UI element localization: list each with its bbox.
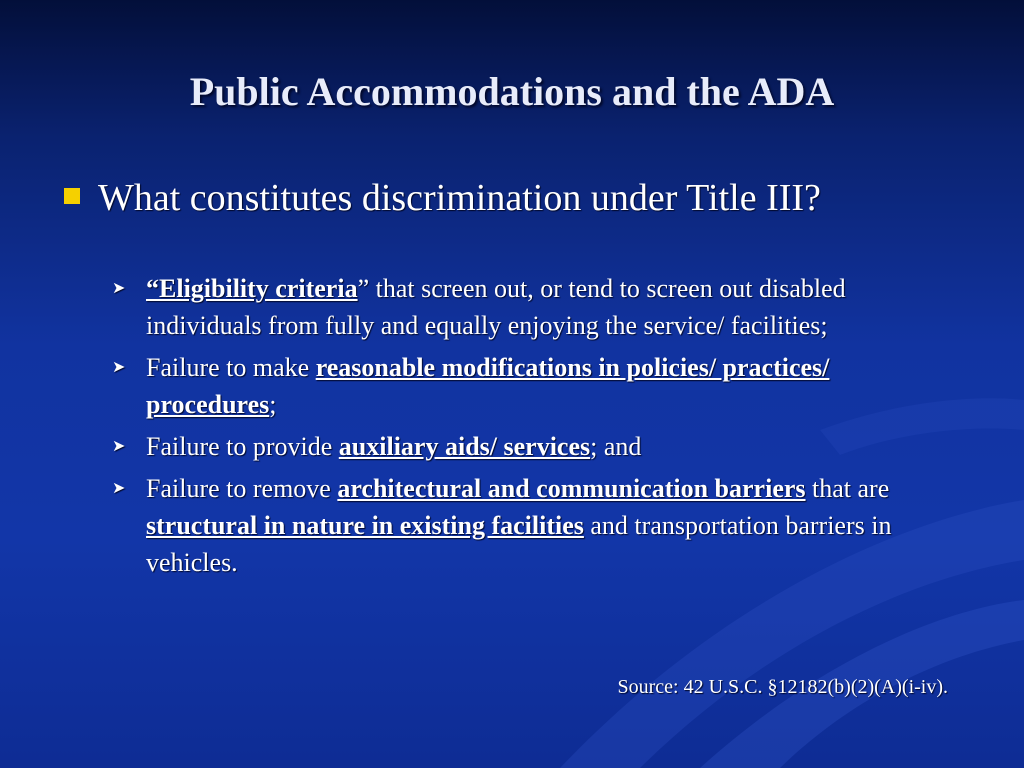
plain-text: and transportation barriers in vehicles. <box>146 511 892 577</box>
sub-bullet-item <box>112 428 952 465</box>
emphasis-text: reasonable modifications in policies/ practices/ procedures <box>146 353 830 419</box>
emphasis-text: “Eligibility criteria <box>146 274 358 303</box>
square-bullet-icon <box>64 188 80 204</box>
plain-text: Failure to provide <box>146 432 339 461</box>
plain-text: ” that screen out, or tend to screen out disabled individuals from fully and equally enjoying the service/ facilities; <box>146 274 846 340</box>
emphasis-text: auxiliary aids/ services <box>338 432 591 461</box>
emphasis-text: architectural and communication barriers <box>337 474 806 503</box>
sub-bullet-item <box>112 270 952 344</box>
plain-text: that are <box>805 474 890 503</box>
sub-bullet-item <box>112 349 952 423</box>
plain-text: Failure to make <box>146 353 316 382</box>
sub-bullet-list <box>112 270 952 586</box>
emphasis-text: structural in nature in existing facilities <box>146 511 584 540</box>
main-bullet-text: What constitutes discrimination under Title III? <box>98 177 821 219</box>
main-bullet <box>64 176 984 220</box>
source-citation: Source: 42 U.S.C. §12182(b)(2)(A)(i-iv). <box>617 676 948 698</box>
slide-title: Public Accommodations and the ADA <box>189 69 835 114</box>
plain-text: ; <box>269 390 277 419</box>
sub-bullet-text <box>146 470 952 581</box>
sub-bullet-text <box>146 428 952 465</box>
arrow-bullet-icon: ➤ <box>112 280 126 297</box>
sub-bullet-text <box>146 349 952 423</box>
sub-bullet-text <box>146 270 952 344</box>
arrow-bullet-icon: ➤ <box>112 480 126 497</box>
arrow-bullet-icon: ➤ <box>112 438 126 455</box>
plain-text: Failure to remove <box>146 474 338 503</box>
arrow-bullet-icon: ➤ <box>112 359 126 376</box>
plain-text: ; and <box>590 432 642 461</box>
sub-bullet-item <box>112 470 952 581</box>
